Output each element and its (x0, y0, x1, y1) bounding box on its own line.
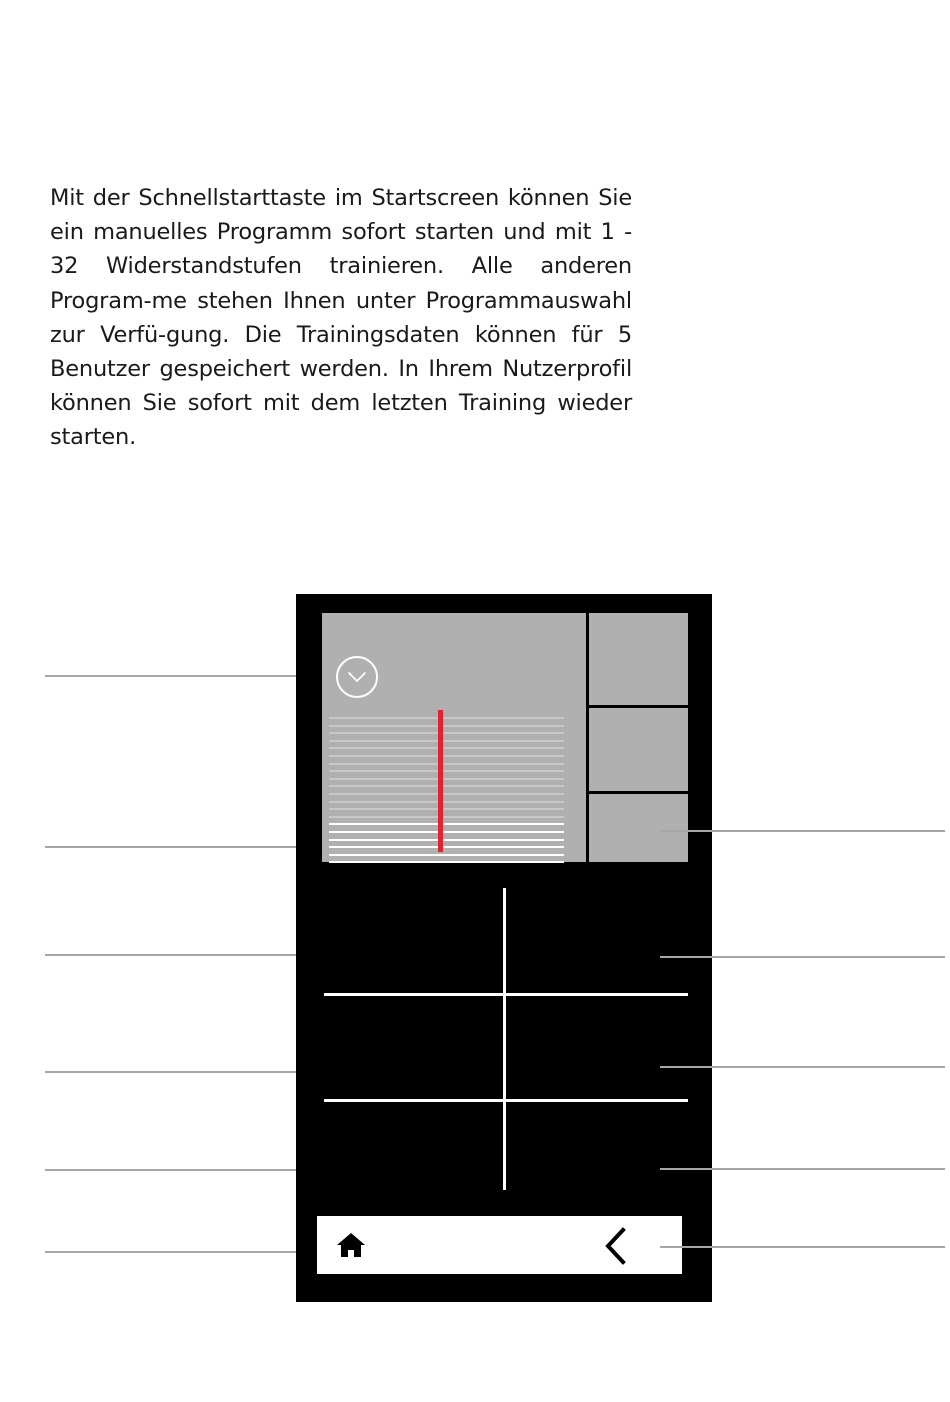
resistance-bar (329, 725, 564, 727)
resistance-bar (329, 770, 564, 772)
leader-line-right-4 (660, 1168, 945, 1170)
leader-line-left-2 (45, 846, 327, 848)
resistance-bar (329, 778, 564, 780)
side-box-3[interactable] (589, 794, 688, 862)
side-box-2[interactable] (589, 708, 688, 791)
leader-line-right-5 (660, 1246, 945, 1248)
grid-divider-horizontal-1 (324, 993, 688, 996)
leader-line-right-2 (660, 956, 945, 958)
leader-line-left-3 (45, 954, 329, 956)
resistance-bar (329, 793, 564, 795)
resistance-bar (329, 854, 564, 856)
resistance-bar (329, 846, 564, 848)
leader-line-left-5 (45, 1169, 329, 1171)
leader-line-left-1 (45, 675, 327, 677)
leader-line-right-3 (660, 1066, 945, 1068)
resistance-bar (329, 831, 564, 833)
leader-line-right-1 (660, 830, 945, 832)
resistance-bar (329, 740, 564, 742)
resistance-bar (329, 801, 564, 803)
resistance-bar (329, 808, 564, 810)
chevron-left-icon (590, 1216, 640, 1274)
resistance-bar (329, 823, 564, 825)
cell-middle-left[interactable] (324, 997, 503, 1100)
resistance-bar (329, 755, 564, 757)
leader-line-left-4 (45, 1071, 329, 1073)
checkmark-circle-icon[interactable] (336, 656, 378, 698)
home-button[interactable] (327, 1216, 377, 1274)
resistance-bar (329, 816, 564, 818)
cell-bottom-left[interactable] (324, 1103, 503, 1190)
cell-top-left[interactable] (324, 888, 503, 994)
cell-bottom-right[interactable] (506, 1103, 688, 1190)
resistance-bar (329, 785, 564, 787)
side-box-1[interactable] (589, 613, 688, 705)
home-icon (327, 1216, 377, 1274)
grid-divider-vertical (503, 888, 506, 1190)
leader-line-left-6 (45, 1251, 329, 1253)
back-button[interactable] (590, 1216, 640, 1274)
resistance-bar (329, 839, 564, 841)
resistance-bar (329, 861, 564, 863)
progress-marker (438, 710, 443, 852)
resistance-bar (329, 763, 564, 765)
intro-paragraph: Mit der Schnellstarttaste im Startscreen können Sie ein manuelles Programm sofort starten und mit 1 - 32 Widerstandstufen trainieren. Alle anderen Program-me stehen Ihnen unter Programmauswahl zur Verfü-gung. Die Trainingsdaten können für 5 Benutzer gespeichert werden. In Ihrem Nutzerprofil können Sie sofort mit dem letzten Training wieder starten. (50, 185, 632, 451)
cell-middle-right[interactable] (506, 997, 688, 1100)
resistance-bar (329, 747, 564, 749)
resistance-bar (329, 717, 564, 719)
resistance-bars (329, 717, 564, 869)
nav-bar (317, 1216, 682, 1274)
resistance-bar (329, 732, 564, 734)
cell-top-right[interactable] (506, 888, 688, 994)
grid-divider-horizontal-2 (324, 1099, 688, 1102)
